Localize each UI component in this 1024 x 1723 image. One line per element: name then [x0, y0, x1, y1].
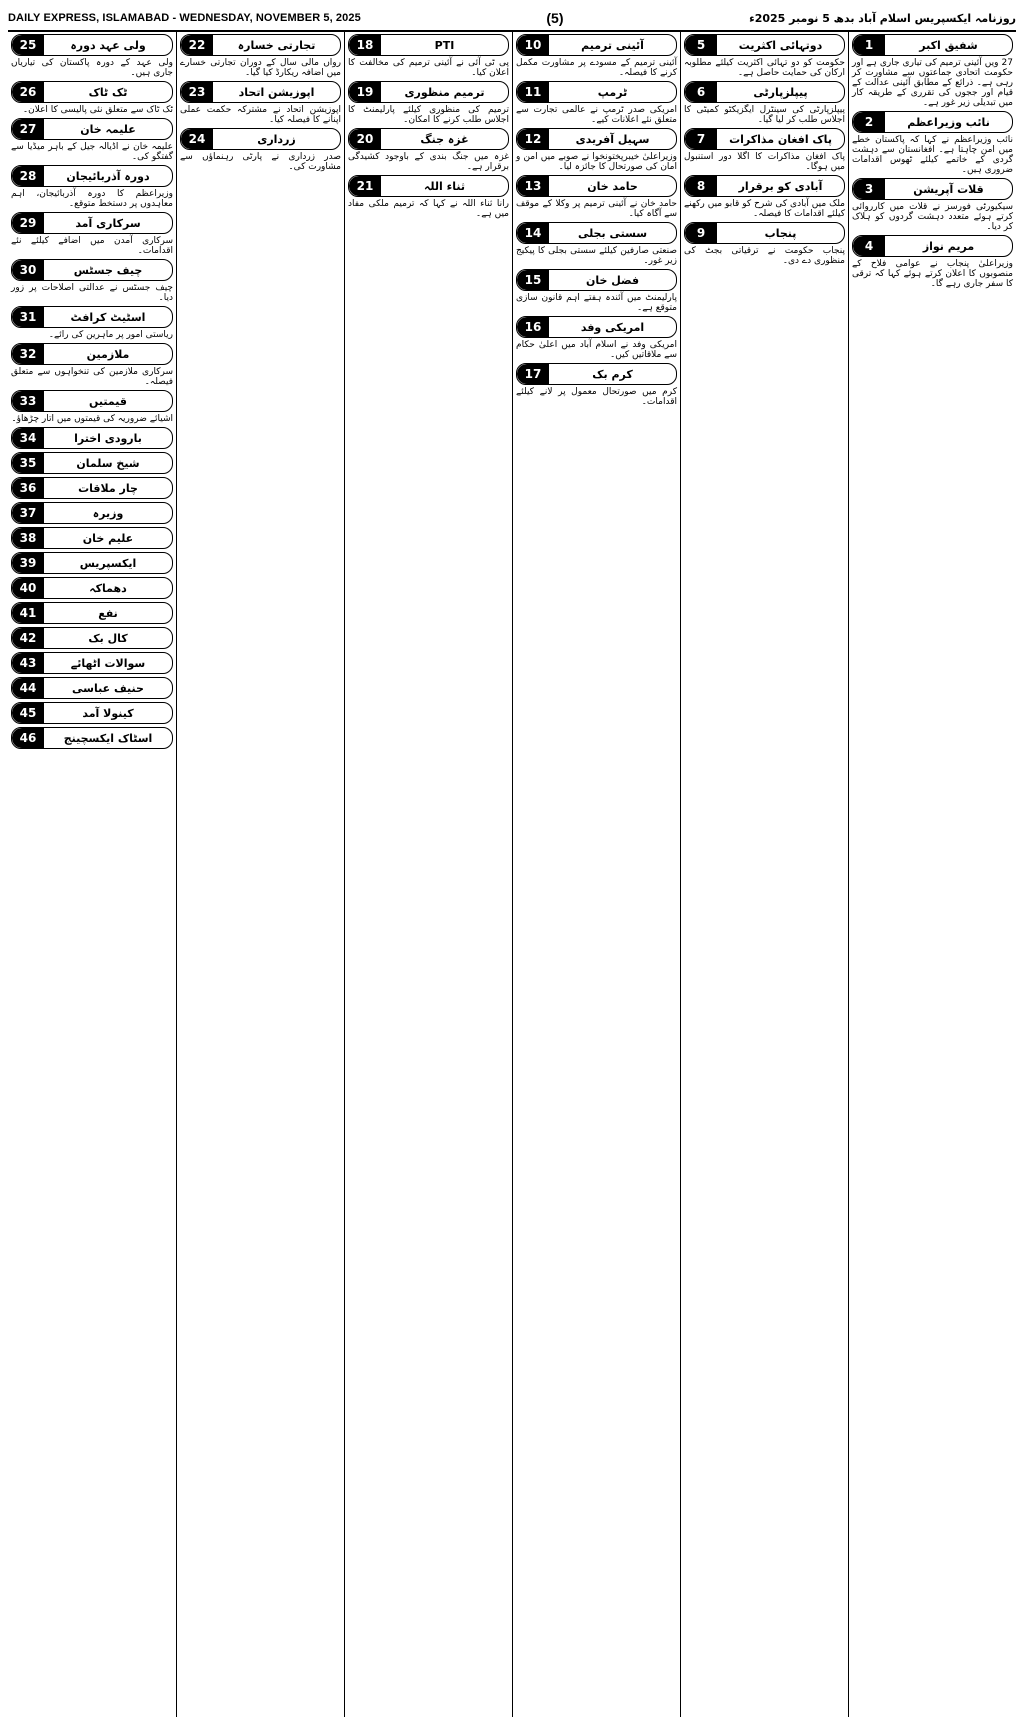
news-item — [11, 81, 173, 115]
news-body: آئینی ترمیم کے مسودے پر مشاورت مکمل کرنے کا فیصلہ۔ — [516, 58, 677, 78]
news-body: 27 ویں آئینی ترمیم کی تیاری جاری ہے اور حکومت اتحادی جماعتوں سے مشاورت کر رہی ہے۔ ذرائع کے مطابق آئینی عدالت کے قیام اور ججوں کی تقرری کے طریقہ کار میں تبدیلی زیر غور ہے۔ — [852, 58, 1013, 108]
news-item — [11, 212, 173, 256]
news-body: پاک افغان مذاکرات کا اگلا دور استنبول میں ہوگا۔ — [684, 152, 845, 172]
column-4 — [344, 32, 512, 1717]
news-title: سوالات اٹھائے 43 — [11, 652, 173, 674]
news-title: بارودی اخترا 34 — [11, 427, 173, 449]
news-body: صنعتی صارفین کیلئے سستی بجلی کا پیکیج زیر غور۔ — [516, 246, 677, 266]
news-title: ولی عہد دورہ 25 — [11, 34, 173, 56]
news-title: کینولا آمد 45 — [11, 702, 173, 724]
news-item — [348, 81, 509, 125]
column-5 — [176, 32, 344, 1717]
news-title: کرم بک 17 — [516, 363, 677, 385]
news-body: پی ٹی آئی نے آئینی ترمیم کی مخالفت کا اعلان کیا۔ — [348, 58, 509, 78]
news-item — [11, 259, 173, 303]
news-body: علیمہ خان نے اڈیالہ جیل کے باہر میڈیا سے گفتگو کی۔ — [11, 142, 173, 162]
news-title: قلات آپریشن 3 — [852, 178, 1013, 200]
news-item — [684, 128, 845, 172]
page-header — [8, 6, 1016, 32]
news-title: شیخ سلمان 35 — [11, 452, 173, 474]
news-title: پنجاب 9 — [684, 222, 845, 244]
news-body: سرکاری ملازمین کی تنخواہوں سے متعلق فیصلہ۔ — [11, 367, 173, 387]
column-2 — [680, 32, 848, 1717]
news-item — [180, 128, 341, 172]
news-title: ٹک ٹاک 26 — [11, 81, 173, 103]
news-title: علیمہ خان 27 — [11, 118, 173, 140]
news-body: غزہ میں جنگ بندی کے باوجود کشیدگی برقرار ہے۔ — [348, 152, 509, 172]
news-title: ایکسپریس 39 — [11, 552, 173, 574]
news-body: اپوزیشن اتحاد نے مشترکہ حکمت عملی اپنانے کا فیصلہ کیا۔ — [180, 105, 341, 125]
news-item — [516, 34, 677, 78]
news-body: ریاستی امور پر ماہرین کی رائے۔ — [48, 330, 173, 340]
news-body: اشیائے ضروریہ کی قیمتوں میں اتار چڑھاؤ۔ — [11, 414, 173, 424]
news-item — [852, 178, 1013, 232]
news-item — [852, 235, 1013, 289]
news-item — [684, 34, 845, 78]
news-item — [11, 306, 173, 340]
news-body: حکومت کو دو تہائی اکثریت کیلئے مطلوبہ ارکان کی حمایت حاصل ہے۔ — [684, 58, 845, 78]
news-title: مریم نواز 4 — [852, 235, 1013, 257]
news-body: امریکی صدر ٹرمپ نے عالمی تجارت سے متعلق نئے اعلانات کیے۔ — [516, 105, 677, 125]
news-item — [516, 128, 677, 172]
news-body: حامد خان نے آئینی ترمیم پر وکلا کے موقف سے آگاہ کیا۔ — [516, 199, 677, 219]
news-title: وزیرہ 37 — [11, 502, 173, 524]
news-title: زرداری 24 — [180, 128, 341, 150]
news-title: ثناء اللہ 21 — [348, 175, 509, 197]
news-title: PTI 18 — [348, 34, 509, 56]
news-body: کرم میں صورتحال معمول پر لانے کیلئے اقدامات۔ — [516, 387, 677, 407]
news-title: سستی بجلی 14 — [516, 222, 677, 244]
news-body: وزیراعلیٰ خیبرپختونخوا نے صوبے میں امن و امان کی صورتحال کا جائزہ لیا۔ — [516, 152, 677, 172]
column-1 — [848, 32, 1016, 1717]
news-title: فضل خان 15 — [516, 269, 677, 291]
news-title: حنیف عباسی 44 — [11, 677, 173, 699]
news-title: شفیق اکبر 1 — [852, 34, 1013, 56]
news-body: نائب وزیراعظم نے کہا کہ پاکستان خطے میں امن چاہتا ہے۔ افغانستان سے دہشت گردی کے خاتمے کیلئے ٹھوس اقدامات ضروری ہیں۔ — [852, 135, 1013, 175]
news-title: دورہ آذربائیجان 28 — [11, 165, 173, 187]
news-title: نفع 41 — [11, 602, 173, 624]
news-title: چیف جسٹس 30 — [11, 259, 173, 281]
news-title: غزہ جنگ 20 — [348, 128, 509, 150]
news-title: کال بک 42 — [11, 627, 173, 649]
news-title: دھماکہ 40 — [11, 577, 173, 599]
news-body: وزیراعلیٰ پنجاب نے عوامی فلاح کے منصوبوں کا اعلان کرتے ہوئے کہا کہ ترقی کا سفر جاری رہے گا۔ — [852, 259, 1013, 289]
news-item — [684, 175, 845, 219]
news-item — [180, 81, 341, 125]
news-item — [852, 34, 1013, 108]
news-title: پاک افغان مذاکرات 7 — [684, 128, 845, 150]
news-item — [516, 363, 677, 407]
news-body: رواں مالی سال کے دوران تجارتی خسارے میں اضافہ ریکارڈ کیا گیا۔ — [180, 58, 341, 78]
news-body: پارلیمنٹ میں آئندہ ہفتے اہم قانون سازی متوقع ہے۔ — [516, 293, 677, 313]
news-item — [180, 34, 341, 78]
news-title: پیپلزپارٹی 6 — [684, 81, 845, 103]
news-item — [516, 81, 677, 125]
news-title: تجارتی خسارہ 22 — [180, 34, 341, 56]
news-body: ملک میں آبادی کی شرح کو قابو میں رکھنے کیلئے اقدامات کا فیصلہ۔ — [684, 199, 845, 219]
news-body: ترمیم کی منظوری کیلئے پارلیمنٹ کا اجلاس طلب کرنے کا امکان۔ — [348, 105, 509, 125]
news-title: ترمیم منظوری 19 — [348, 81, 509, 103]
news-title: علیم خان 38 — [11, 527, 173, 549]
news-body: ٹک ٹاک سے متعلق نئی پالیسی کا اعلان۔ — [22, 105, 173, 115]
news-title: قیمتیں 33 — [11, 390, 173, 412]
news-item — [11, 390, 173, 424]
news-title: اپوزیشن اتحاد 23 — [180, 81, 341, 103]
news-item — [11, 118, 173, 162]
news-title: اسٹاک ایکسچینج 46 — [11, 727, 173, 749]
news-item — [11, 165, 173, 209]
news-title: آبادی کو برقرار 8 — [684, 175, 845, 197]
news-title: سہیل آفریدی 12 — [516, 128, 677, 150]
news-title: چار ملاقات 36 — [11, 477, 173, 499]
news-body: سیکیورٹی فورسز نے قلات میں کارروائی کرتے ہوئے متعدد دہشت گردوں کو ہلاک کر دیا۔ — [852, 202, 1013, 232]
page-number: (5) — [546, 10, 564, 26]
news-item — [11, 343, 173, 387]
news-title: ملازمین 32 — [11, 343, 173, 365]
news-item — [348, 128, 509, 172]
header-urdu: روزنامہ ایکسپریس اسلام آباد بدھ 5 نومبر 2025ء — [749, 11, 1016, 25]
news-body: پیپلزپارٹی کی سینٹرل ایگزیکٹو کمیٹی کا اجلاس طلب کر لیا گیا۔ — [684, 105, 845, 125]
news-item — [516, 316, 677, 360]
news-body: وزیراعظم کا دورہ آذربائیجان، اہم معاہدوں پر دستخط متوقع۔ — [11, 189, 173, 209]
column-3 — [512, 32, 680, 1717]
news-body: صدر زرداری نے پارٹی رہنماؤں سے مشاورت کی۔ — [180, 152, 341, 172]
news-item — [516, 175, 677, 219]
news-body: ولی عہد کے دورہ پاکستان کی تیاریاں جاری ہیں۔ — [11, 58, 173, 78]
news-title: حامد خان 13 — [516, 175, 677, 197]
news-body: چیف جسٹس نے عدالتی اصلاحات پر زور دیا۔ — [11, 283, 173, 303]
news-title: اسٹیٹ کرافٹ 31 — [11, 306, 173, 328]
news-item — [684, 222, 845, 266]
news-title: سرکاری آمد 29 — [11, 212, 173, 234]
news-body: رانا ثناء اللہ نے کہا کہ ترمیم ملکی مفاد میں ہے۔ — [348, 199, 509, 219]
column-6 — [8, 32, 176, 1717]
news-body: امریکی وفد نے اسلام آباد میں اعلیٰ حکام سے ملاقاتیں کیں۔ — [516, 340, 677, 360]
news-body: پنجاب حکومت نے ترقیاتی بجٹ کی منظوری دے دی۔ — [684, 246, 845, 266]
news-title: آئینی ترمیم 10 — [516, 34, 677, 56]
header-english: DAILY EXPRESS, ISLAMABAD - WEDNESDAY, NOVEMBER 5, 2025 — [8, 12, 361, 24]
news-item — [684, 81, 845, 125]
news-item — [11, 34, 173, 78]
news-item — [516, 269, 677, 313]
news-item — [348, 34, 509, 78]
news-item — [348, 175, 509, 219]
extra-headings — [11, 427, 173, 749]
news-title: ٹرمپ 11 — [516, 81, 677, 103]
news-title: نائب وزیراعظم 2 — [852, 111, 1013, 133]
news-title: دوتہائی اکثریت 5 — [684, 34, 845, 56]
news-grid — [8, 32, 1016, 1717]
news-title: امریکی وفد 16 — [516, 316, 677, 338]
news-body: سرکاری آمدن میں اضافے کیلئے نئے اقدامات۔ — [11, 236, 173, 256]
news-item — [516, 222, 677, 266]
news-item — [852, 111, 1013, 175]
